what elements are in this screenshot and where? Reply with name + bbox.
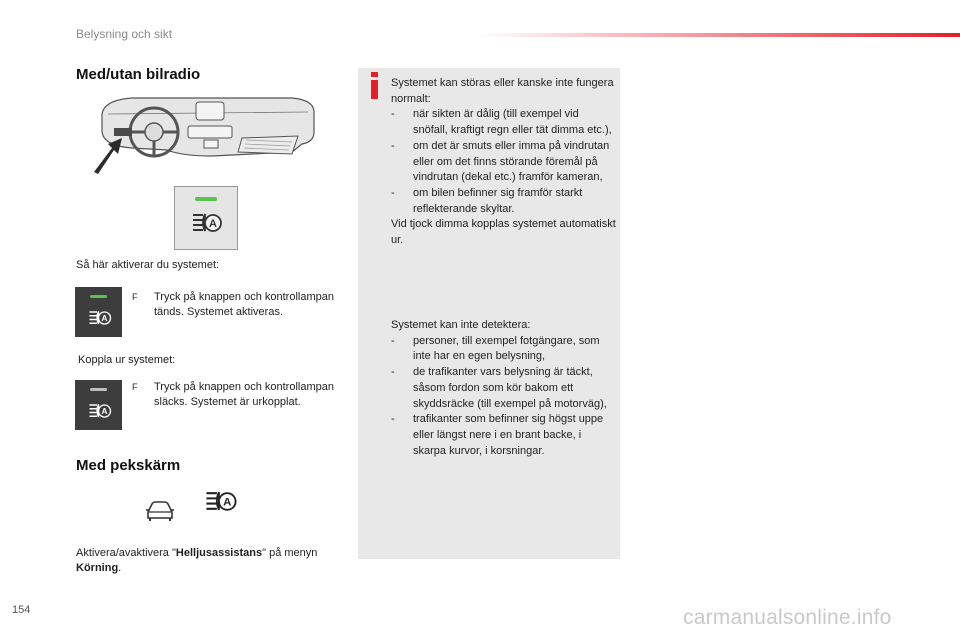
heading-with-without-radio: Med/utan bilradio — [76, 66, 201, 83]
auto-high-beam-icon — [204, 489, 238, 514]
watermark: carmanualsonline.info — [683, 606, 892, 629]
deactivate-label: Koppla ur systemet: — [78, 354, 176, 366]
headlight-button-large — [174, 186, 238, 250]
info-item: - om det är smuts eller imma på vindrutan eller om det finns störande föremål på vindrutan (dekal etc.) framför kameran, — [391, 139, 610, 184]
info-box-section-2 — [391, 318, 616, 459]
button-on-illustration — [75, 287, 122, 337]
indicator-led-on — [90, 295, 107, 298]
section-title: Belysning och sikt — [76, 27, 173, 41]
indicator-led-off — [90, 388, 107, 391]
touchscreen-instruction: Aktivera/avaktivera "Helljusassistans" på menyn Körning. — [76, 547, 318, 574]
info-intro-1: Systemet kan störas eller kanske inte fungera normalt: — [391, 77, 614, 105]
menu-item-name: Helljusassistans — [175, 547, 263, 559]
info-intro-2: Systemet kan inte detektera: — [391, 319, 531, 331]
activate-label: Så här aktiverar du systemet: — [76, 259, 220, 271]
step-off-text: Tryck på knappen och kontrollampan släcks. Systemet är urkopplat. — [154, 381, 334, 408]
dashboard-illustration — [92, 92, 322, 174]
auto-high-beam-icon — [88, 402, 112, 420]
info-item: - när sikten är dålig (till exempel vid snöfall, kraftigt regn eller tät dimma etc.), — [391, 108, 612, 137]
svg-text:A: A — [209, 218, 217, 230]
info-item: - trafikanter som befinner sig högst uppe eller längst nere i en brant backe, i skarpa kurvor, i korsningar. — [391, 413, 604, 457]
info-item: - de trafikanter vars belysning är täckt, såsom fordon som kör bakom ett skyddsräcke (till exempel på motorväg), — [391, 366, 607, 410]
svg-text:A: A — [101, 407, 108, 416]
indicator-led-on — [195, 197, 217, 201]
svg-text:A: A — [223, 496, 232, 509]
svg-text:A: A — [101, 314, 108, 323]
info-icon — [371, 72, 378, 99]
car-icon — [144, 500, 176, 522]
step-on-text: Tryck på knappen och kontrollampan tänds. Systemet aktiveras. — [154, 291, 334, 318]
page-number: 154 — [12, 604, 31, 616]
button-off-illustration — [75, 380, 122, 430]
header-accent-line — [480, 33, 960, 37]
heading-touchscreen: Med pekskärm — [76, 457, 181, 474]
info-item: - personer, till exempel fotgängare, som inte har en egen belysning, — [391, 334, 600, 363]
menu-name: Körning — [76, 562, 119, 574]
bullet-mark: F — [132, 292, 138, 302]
info-box-section-1 — [391, 76, 616, 249]
info-item: - om bilen befinner sig framför starkt reflekterande skyltar. — [391, 186, 583, 215]
auto-high-beam-icon — [88, 309, 112, 327]
info-outro-1: Vid tjock dimma kopplas systemet automatiskt ur. — [391, 218, 616, 247]
bullet-mark: F — [132, 382, 138, 392]
auto-high-beam-icon — [191, 211, 223, 235]
